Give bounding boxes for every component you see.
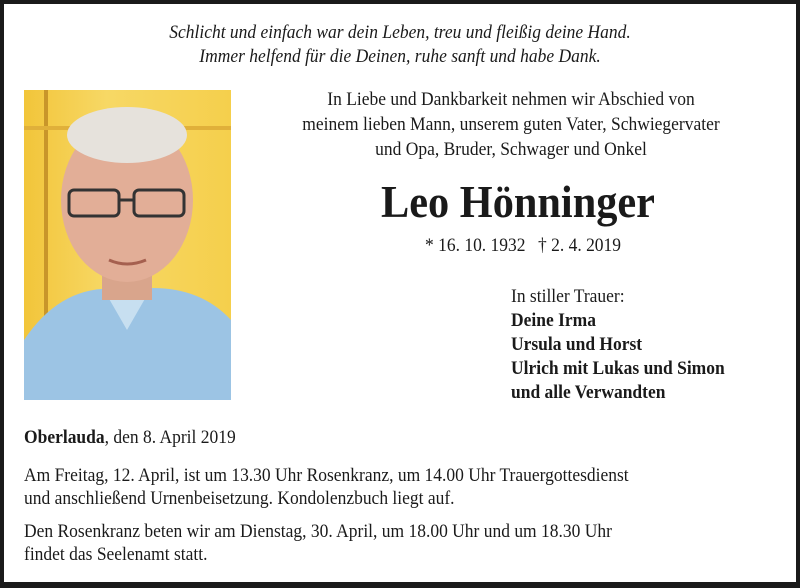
place: Oberlauda	[24, 427, 105, 448]
mourners-intro: In stiller Trauer:	[511, 286, 625, 307]
info-line: und anschließend Urnenbeisetzung. Kondolenzbuch liegt auf.	[24, 488, 455, 509]
deceased-name: Leo Hönninger	[381, 176, 655, 227]
mourner: und alle Verwandten	[511, 382, 666, 403]
info-line: Am Freitag, 12. April, ist um 13.30 Uhr Rosenkranz, um 14.00 Uhr Trauergottesdienst	[24, 465, 629, 486]
verse-line: Immer helfend für die Deinen, ruhe sanft und habe Dank.	[199, 46, 601, 67]
info-line: Den Rosenkranz beten wir am Dienstag, 30. April, um 18.00 Uhr und um 18.30 Uhr	[24, 521, 612, 542]
info-line: findet das Seelenamt statt.	[24, 544, 208, 565]
death-date: † 2. 4. 2019	[538, 235, 622, 256]
intro-line: In Liebe und Dankbarkeit nehmen wir Abschied von	[327, 89, 695, 110]
intro-line: und Opa, Bruder, Schwager und Onkel	[375, 139, 647, 160]
date: , den 8. April 2019	[104, 427, 236, 448]
mourner: Deine Irma	[511, 310, 596, 331]
birth-date: * 16. 10. 1932	[425, 235, 526, 256]
obituary-notice	[4, 4, 796, 582]
verse-line: Schlicht und einfach war dein Leben, treu und fleißig deine Hand.	[169, 22, 631, 43]
intro-line: meinem lieben Mann, unserem guten Vater, Schwiegervater	[302, 114, 720, 135]
portrait-photo	[24, 90, 231, 400]
place-date	[24, 426, 236, 450]
mourner: Ursula und Horst	[511, 334, 643, 355]
mourner: Ulrich mit Lukas und Simon	[511, 358, 725, 379]
